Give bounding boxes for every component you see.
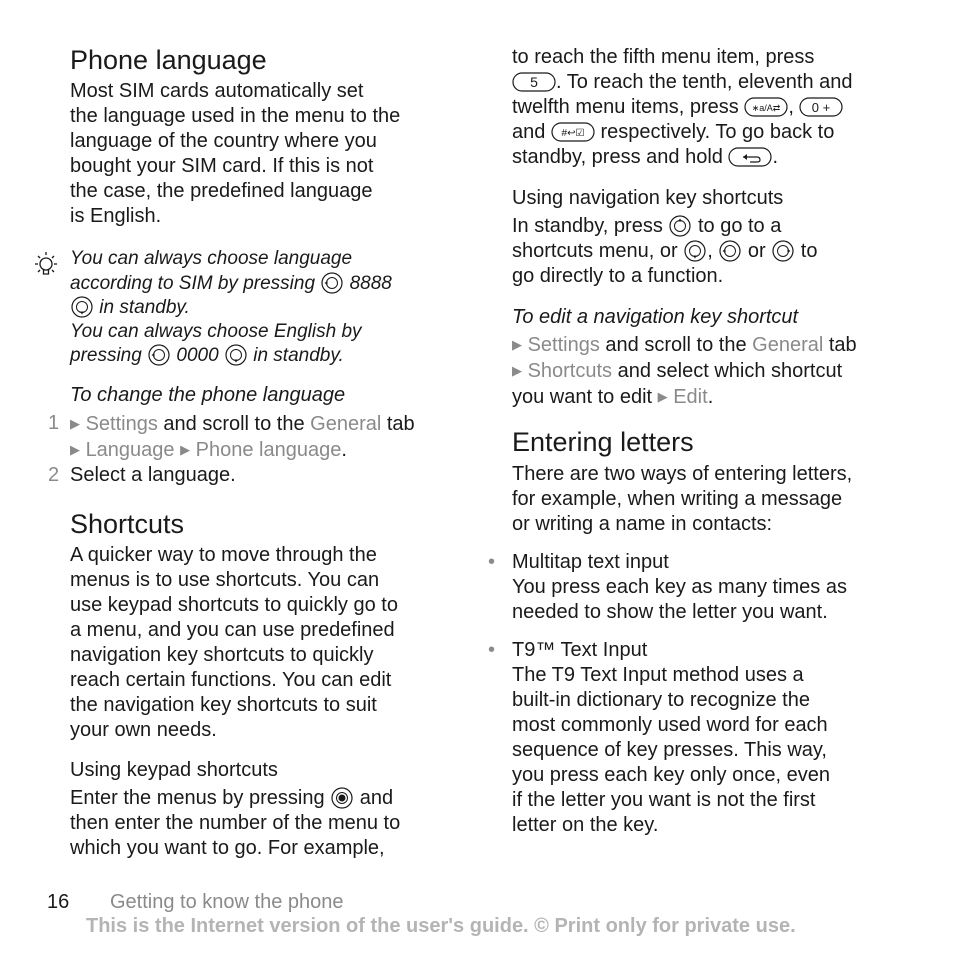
arrow-icon: ▶ xyxy=(512,337,522,352)
body-line: to reach the fifth menu item, press xyxy=(512,46,815,68)
navigation-shortcuts-heading: Using navigation key shortcuts xyxy=(512,187,784,209)
body-line xyxy=(512,95,853,120)
back-key-icon xyxy=(728,147,772,167)
body-line: then enter the number of the menu to xyxy=(70,812,401,834)
body-line: for example, when writing a message xyxy=(512,488,843,510)
body-text: standby, press and hold xyxy=(512,146,723,168)
navigation-key-icon xyxy=(147,343,171,367)
body-line: needed to show the letter you want. xyxy=(512,601,828,623)
body-text: . To reach the tenth, eleventh and xyxy=(556,71,853,93)
shortcuts-link: Shortcuts xyxy=(527,360,613,382)
body-line xyxy=(70,786,400,811)
keypad-shortcuts-body xyxy=(70,786,400,861)
body-text: to go to a xyxy=(697,215,782,237)
body-line: or writing a name in contacts: xyxy=(512,513,773,535)
step-line xyxy=(70,437,450,463)
bullet-icon: • xyxy=(488,551,496,573)
body-text: shortcuts menu, or xyxy=(512,240,678,262)
body-line: navigation key shortcuts to quickly xyxy=(70,644,374,666)
body-line: built-in dictionary to recognize the xyxy=(512,689,810,711)
entering-letters-body xyxy=(512,462,852,537)
step-text: and select which shortcut xyxy=(617,360,843,382)
step-text: . xyxy=(707,386,714,408)
tip-line xyxy=(70,271,450,296)
body-line: the navigation key shortcuts to suit xyxy=(70,694,377,716)
step-line xyxy=(512,358,857,384)
key-star-label: ∗a/A⇄ xyxy=(752,103,781,113)
center-select-icon xyxy=(330,786,354,810)
language-link: Language xyxy=(85,439,175,461)
tip-text: in standby. xyxy=(253,345,344,366)
tip-line: You can always choose language xyxy=(70,248,353,269)
tip-text: in standby. xyxy=(99,297,190,318)
key-hash-label: #↩☑ xyxy=(561,128,585,139)
body-line: language of the country where you xyxy=(70,130,377,152)
step-line xyxy=(70,411,450,437)
body-line: a menu, and you can use predefined xyxy=(70,619,395,641)
tip-line xyxy=(70,295,450,320)
body-line: menus is to use shortcuts. You can xyxy=(70,569,380,591)
arrow-icon: ▶ xyxy=(657,389,668,404)
section-title: Getting to know the phone xyxy=(110,891,344,913)
body-line: is English. xyxy=(70,205,162,227)
navigation-key-icon xyxy=(224,343,248,367)
body-line: There are two ways of entering letters, xyxy=(512,463,853,485)
body-line: which you want to go. For example, xyxy=(70,837,385,859)
change-language-step1 xyxy=(70,411,450,463)
step-text: tab xyxy=(386,413,415,435)
body-line xyxy=(512,70,853,95)
arrow-icon: ▶ xyxy=(512,363,522,378)
page-number: 16 xyxy=(47,891,70,913)
key-0-label: 0 + xyxy=(812,100,831,115)
body-text: and xyxy=(359,787,394,809)
body-line xyxy=(512,120,853,145)
body-line: your own needs. xyxy=(70,719,217,741)
body-line: sequence of key presses. This way, xyxy=(512,739,827,761)
body-text: and xyxy=(512,121,546,143)
step-text: . xyxy=(341,439,347,461)
body-text: In standby, press xyxy=(512,215,663,237)
shortcuts-heading: Shortcuts xyxy=(70,509,185,539)
shortcuts-body xyxy=(70,543,398,743)
body-text: or xyxy=(747,240,766,262)
phone-language-heading: Phone language xyxy=(70,45,267,75)
edit-navigation-heading: To edit a navigation key shortcut xyxy=(512,306,799,328)
body-line: The T9 Text Input method uses a xyxy=(512,664,804,686)
item-title: T9™ Text Input xyxy=(512,639,648,661)
tip-code: 0000 xyxy=(176,345,219,366)
key-5-icon xyxy=(512,72,556,92)
tip-text: according to SIM by pressing xyxy=(70,272,316,294)
edit-link: Edit xyxy=(673,386,708,408)
entering-letters-heading: Entering letters xyxy=(512,427,694,457)
change-language-step2: Select a language. xyxy=(70,464,236,486)
body-line: you press each key only once, even xyxy=(512,764,830,786)
body-line: go directly to a function. xyxy=(512,265,724,287)
keypad-continued xyxy=(512,45,853,170)
step-number: 2 xyxy=(48,464,60,486)
nav-down-icon xyxy=(683,239,707,263)
bullet-icon: • xyxy=(488,639,496,661)
body-text: Enter the menus by pressing xyxy=(70,787,325,809)
step-text: and scroll to the xyxy=(163,413,305,435)
step-line xyxy=(512,332,857,358)
navigation-key-icon xyxy=(320,271,344,295)
keypad-shortcuts-heading: Using keypad shortcuts xyxy=(70,759,278,781)
body-text: . xyxy=(772,146,779,168)
general-link: General xyxy=(752,334,824,356)
change-language-heading: To change the phone language xyxy=(70,384,346,406)
t9-item xyxy=(512,638,830,838)
key-5-label: 5 xyxy=(530,74,538,90)
nav-right-icon xyxy=(771,239,795,263)
key-star-icon xyxy=(744,97,788,117)
step-text: you want to edit xyxy=(512,386,653,408)
body-line xyxy=(512,145,853,170)
body-line xyxy=(512,239,817,264)
tip-text: pressing xyxy=(70,345,142,366)
nav-left-icon xyxy=(718,239,742,263)
tip-code: 8888 xyxy=(349,272,392,294)
body-text: twelfth menu items, press xyxy=(512,96,739,118)
body-line: letter on the key. xyxy=(512,814,659,836)
body-line: bought your SIM card. If this is not xyxy=(70,155,374,177)
step-text: tab xyxy=(828,334,857,356)
nav-up-icon xyxy=(668,214,692,238)
navigation-key-icon xyxy=(70,295,94,319)
arrow-icon: ▶ xyxy=(70,416,80,431)
body-line: most commonly used word for each xyxy=(512,714,828,736)
tip-note xyxy=(70,247,450,368)
key-0-icon xyxy=(799,97,843,117)
arrow-icon: ▶ xyxy=(70,442,80,457)
general-link: General xyxy=(310,413,382,435)
step-line xyxy=(512,384,857,410)
copyright-notice: This is the Internet version of the user's guide. © Print only for private use. xyxy=(86,915,796,937)
navigation-shortcuts-body xyxy=(512,214,817,289)
body-text: respectively. To go back to xyxy=(600,121,835,143)
multitap-item xyxy=(512,550,847,625)
arrow-icon: ▶ xyxy=(180,442,191,457)
settings-link: Settings xyxy=(527,334,600,356)
body-text: , xyxy=(707,240,713,262)
item-title: Multitap text input xyxy=(512,551,669,573)
body-line: Most SIM cards automatically set xyxy=(70,80,364,102)
body-line: A quicker way to move through the xyxy=(70,544,377,566)
body-line: the language used in the menu to the xyxy=(70,105,401,127)
body-text: to xyxy=(800,240,818,262)
step-number: 1 xyxy=(48,412,60,434)
tip-line: You can always choose English by xyxy=(70,320,362,342)
body-line: the case, the predefined language xyxy=(70,180,373,202)
key-hash-icon xyxy=(551,122,595,142)
edit-navigation-steps xyxy=(512,332,857,410)
body-line: use keypad shortcuts to quickly go to xyxy=(70,594,398,616)
step-text: and scroll to the xyxy=(605,334,747,356)
phone-language-link: Phone language xyxy=(195,439,342,461)
body-line: You press each key as many times as xyxy=(512,576,847,598)
settings-link: Settings xyxy=(85,413,158,435)
body-line: if the letter you want is not the first xyxy=(512,789,816,811)
tip-line xyxy=(70,343,450,368)
body-text: , xyxy=(788,96,794,118)
phone-language-body xyxy=(70,79,400,229)
body-line: reach certain functions. You can edit xyxy=(70,669,392,691)
lightbulb-icon xyxy=(30,250,62,280)
body-line xyxy=(512,214,817,239)
